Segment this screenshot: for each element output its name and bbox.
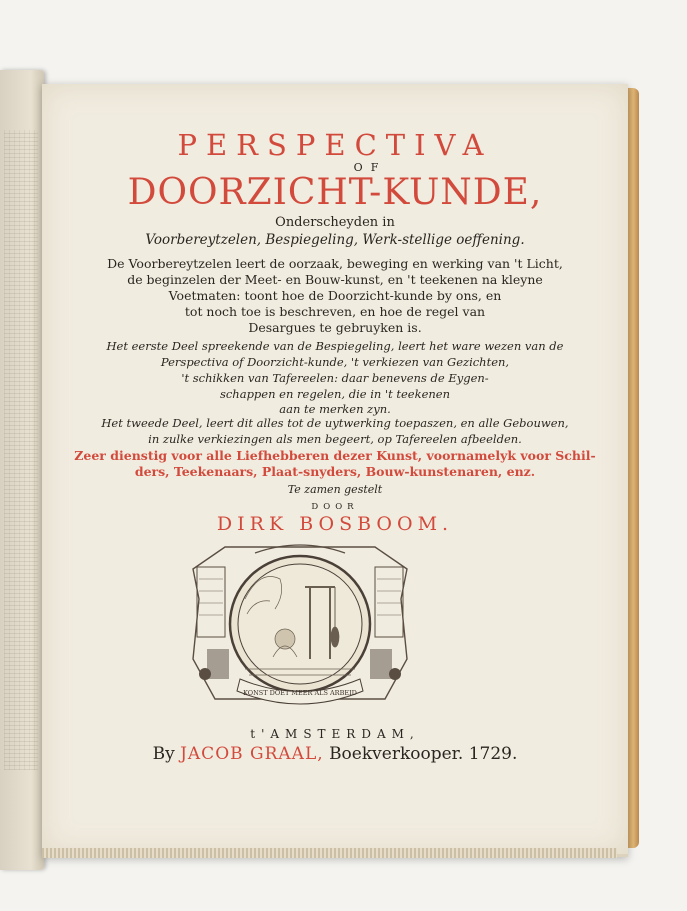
imprint-trade: Boekverkooper. [329,744,464,764]
text-line: Het eerste Deel spreekende van de Bespiegeling, leert het ware wezen van de [106,339,564,353]
text-line: Perspectiva of Doorzicht-kunde, 't verkiezen van Gezichten, [160,355,510,369]
subtitle-line: Onderscheyden in [275,215,395,230]
imprint-line [42,744,628,764]
text-line: aan te merken zyn. [279,402,391,416]
title-page [42,84,628,857]
compiled-line: Te zamen gestelt [287,483,383,496]
text-line: Desargues te gebruyken is. [248,320,422,335]
title-perspectiva: PERSPECTIVA [177,128,493,162]
title-of: OF [353,161,387,174]
publisher-name: JACOB GRAAL, [180,744,324,764]
text-line: 't schikken van Tafereelen: daar benevens de Eygen- [181,371,489,385]
imprint-by: By [152,744,175,764]
text-line: tot noch toe is beschreven, en hoe de regel van [184,304,486,319]
door-line: DOOR [311,502,359,512]
title-doorzicht-kunde: DOORZICHT-KUNDE, [127,172,543,213]
vignette-engraving [185,539,415,714]
text-line-red: ders, Teekenaars, Plaat-snyders, Bouw-kunstenaren, enz. [134,464,536,479]
author-name: DIRK BOSBOOM. [216,513,454,535]
page-stack-edge [42,848,617,858]
imprint-year: 1729. [468,744,518,764]
text-line-red: Zeer dienstig voor alle Liefhebberen dezer Kunst, voornamelyk voor Schil- [74,448,596,463]
text-line: de beginzelen der Meet- en Bouw-kunst, en 't teekenen na kleyne [127,272,543,287]
vignette-motto: KONST DOET MEER ALS ARBEID [243,689,357,697]
text-line: in zulke verkiezingen als men begeert, op Tafereelen afbeelden. [148,432,522,446]
facing-page [0,70,44,870]
text-line: Voetmaten: toont hoe de Doorzicht-kunde by ons, en [168,288,502,303]
text-line: Het tweede Deel, leert dit alles tot de uytwerking toepaszen, en alle Gebouwen, [101,416,569,430]
subtitle-parts: Voorbereytzelen, Bespiegeling, Werk-stellige oeffening. [145,232,525,248]
text-line: schappen en regelen, die in 't teekenen [219,387,451,401]
text-line: De Voorbereytzelen leert de oorzaak, beweging en werking van 't Licht, [107,256,563,271]
frontispiece-engraving [4,130,38,770]
imprint-place: t'AMSTERDAM, [250,727,420,741]
